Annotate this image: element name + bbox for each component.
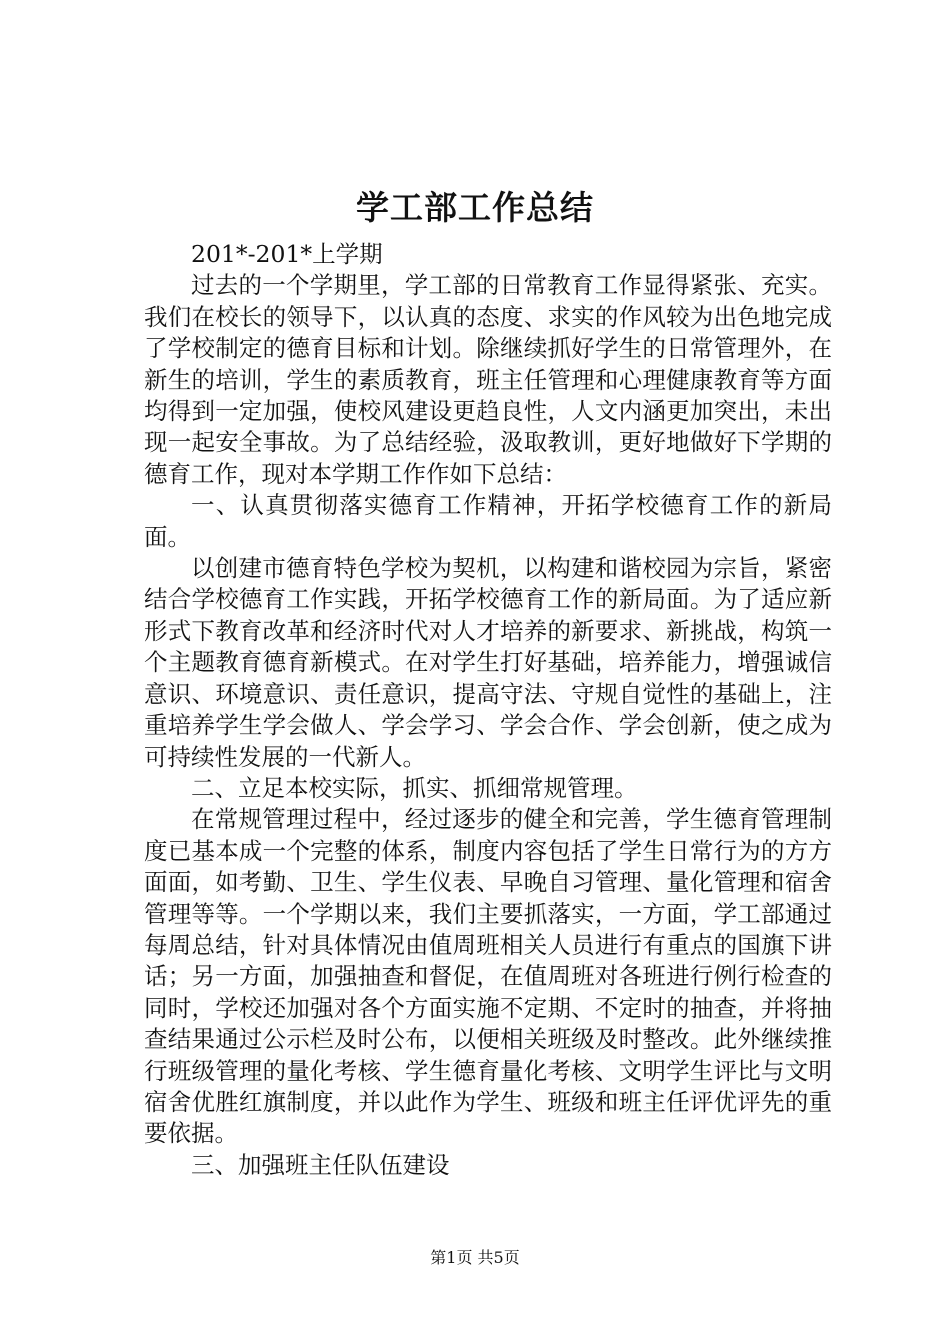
paragraph-section-2: 在常规管理过程中，经过逐步的健全和完善，学生德育管理制度已基本成一个完整的体系，制度内容包括了学生日常行为的方方面面，如考勤、卫生、学生仪表、早晚自习管理、量化管理和宿舍管理等等。一个学期以来，我们主要抓落实，一方面，学工部通过每周总结，针对具体情况由值周班相关人员进行有重点的国旗下讲话；另一方面，加强抽查和督促，在值周班对各班进行例行检查的同时，学校还加强对各个方面实施不定期、不定时的抽查，并将抽查结果通过公示栏及时公布，以便相关班级及时整改。此外继续推行班级管理的量化考核、学生德育量化考核、文明学生评比与文明宿舍优胜红旗制度，并以此作为学生、班级和班主任评优评先的重要依据。 [144, 805, 832, 1148]
section-heading-1: 一、认真贯彻落实德育工作精神，开拓学校德育工作的新局面。 [144, 491, 832, 551]
section-heading-2: 二、立足本校实际，抓实、抓细常规管理。 [191, 773, 638, 802]
document-title: 学工部工作总结 [356, 188, 594, 227]
page-footer: 第1页 共5页 [430, 1248, 520, 1267]
document-body [144, 239, 832, 1181]
paragraph-section-1: 以创建市德育特色学校为契机，以构建和谐校园为宗旨，紧密结合学校德育工作实践，开拓学校德育工作的新局面。为了适应新形式下教育改革和经济时代对人才培养的新要求、新挑战，构筑一个主题教育德育新模式。在对学生打好基础，培养能力，增强诚信意识、环境意识、责任意识，提高守法、守规自觉性的基础上，注重培养学生学会做人、学会学习、学会合作、学会创新，使之成为可持续性发展的一代新人。 [144, 554, 832, 771]
paragraph-intro: 过去的一个学期里，学工部的日常教育工作显得紧张、充实。我们在校长的领导下，以认真的态度、求实的作风较为出色地完成了学校制定的德育目标和计划。除继续抓好学生的日常管理外，在新生的培训，学生的素质教育，班主任管理和心理健康教育等方面均得到一定加强，使校风建设更趋良性，人文内涵更加突出，未出现一起安全事故。为了总结经验，汲取教训，更好地做好下学期的德育工作，现对本学期工作作如下总结： [144, 271, 832, 488]
term-line: 201*-201*上学期 [191, 240, 383, 268]
section-heading-3: 三、加强班主任队伍建设 [191, 1150, 450, 1179]
